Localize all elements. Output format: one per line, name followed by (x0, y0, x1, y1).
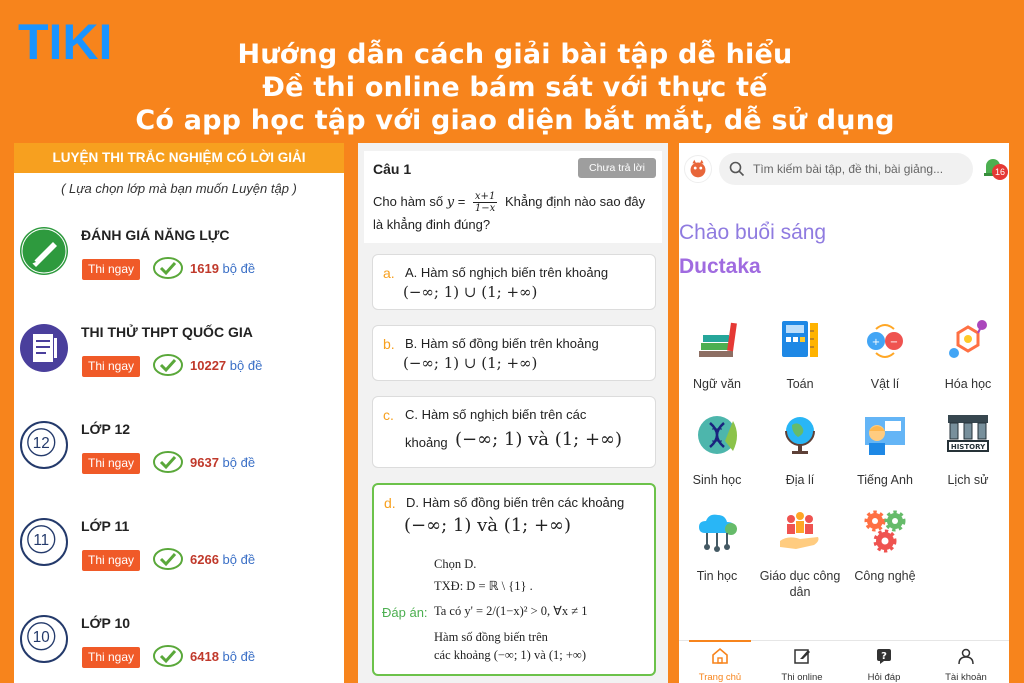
tab-tai-khoan[interactable]: Tài khoản (925, 641, 1007, 683)
start-test-button[interactable]: Thi ngay (82, 356, 140, 377)
edit-icon (793, 647, 811, 665)
tiki-logo-text: TIKI (18, 14, 113, 66)
subject-toan[interactable]: Toán (759, 315, 841, 405)
cloud-network-icon (693, 507, 741, 555)
pen-icon (20, 227, 68, 275)
tab-hoi-dap[interactable]: ? Hỏi đáp (843, 641, 925, 683)
headline-2: Đề thi online bám sát với thực tế (262, 72, 768, 103)
option-b[interactable]: b. B. Hàm số đồng biến trên khoảng (−∞; 1) ∪ (1; +∞) (372, 325, 656, 381)
quiz-panel (358, 143, 668, 683)
start-test-button[interactable]: Thi ngay (82, 453, 140, 474)
tiki-logo-icon (18, 14, 128, 66)
subject-tieng-anh[interactable]: Tiếng Anh (844, 411, 926, 501)
answer-label: Đáp án: (382, 605, 428, 620)
search-icon (729, 161, 745, 177)
category-title: LỚP 12 (81, 421, 131, 437)
svg-text:HISTORY: HISTORY (950, 443, 986, 451)
check-icon (151, 447, 185, 477)
practice-panel (14, 143, 344, 683)
headline-1: Hướng dẫn cách giải bài tập dễ hiểu (237, 39, 793, 70)
practice-header: LUYỆN THI TRẮC NGHIỆM CÓ LỜI GIẢI (14, 143, 344, 173)
check-icon (151, 350, 185, 380)
subject-dia-li[interactable]: Địa lí (759, 411, 841, 501)
set-count: 6266 bộ đề (190, 552, 256, 567)
svg-text:?: ? (881, 651, 887, 662)
question-icon (875, 647, 893, 665)
subject-cong-nghe[interactable]: Công nghệ (844, 507, 926, 597)
teacher-icon (861, 411, 909, 459)
greeting-text: Chào buổi sáng (679, 221, 827, 244)
category-lop-10[interactable] (14, 615, 344, 683)
gears-icon (861, 507, 909, 555)
svg-text:+: + (871, 337, 881, 348)
start-test-button[interactable]: Thi ngay (82, 550, 140, 571)
history-icon (944, 411, 992, 459)
app-home-panel (679, 143, 1009, 683)
grade-12-icon (20, 421, 68, 469)
dna-icon (693, 411, 741, 459)
subject-vat-li[interactable]: + − Vật lí (844, 315, 926, 405)
grade-11-icon (20, 518, 68, 566)
document-icon (20, 324, 68, 372)
people-hand-icon (776, 507, 824, 555)
username-text: Ductaka (679, 255, 761, 278)
tiki-logo (18, 14, 128, 66)
search-placeholder: Tìm kiếm bài tập, đề thi, bài giảng... (753, 162, 944, 176)
subject-tin-hoc[interactable]: Tin học (679, 507, 758, 597)
category-title: LỚP 10 (81, 615, 131, 631)
check-icon (151, 641, 185, 671)
calculator-icon (776, 315, 824, 363)
check-icon (151, 253, 185, 283)
headline-3: Có app học tập với giao diện bắt mắt, dễ sử dụng (135, 105, 895, 136)
start-test-button[interactable]: Thi ngay (82, 259, 140, 280)
category-lop-11[interactable] (14, 518, 344, 608)
solution-line: TXĐ: D = ℝ \ {1} . (434, 579, 533, 593)
home-icon (711, 647, 729, 665)
subject-hoa-hoc[interactable]: Hóa học (927, 315, 1009, 405)
subject-sinh-hoc[interactable]: Sinh học (679, 411, 758, 501)
svg-text:12: 12 (32, 435, 50, 453)
option-c[interactable]: c. C. Hàm số nghịch biến trên các khoảng (−∞; 1) và (1; +∞) (372, 396, 656, 468)
option-a[interactable]: a. A. Hàm số nghịch biến trên khoảng (−∞; 1) ∪ (1; +∞) (372, 254, 656, 310)
solution-line: Hàm số đồng biến trên (434, 630, 548, 644)
set-count: 1619 bộ đề (190, 261, 256, 276)
category-title: ĐÁNH GIÁ NĂNG LỰC (81, 227, 230, 243)
physics-icon (861, 315, 909, 363)
start-test-button[interactable]: Thi ngay (82, 647, 140, 668)
subject-ngu-van[interactable]: Ngữ văn (679, 315, 758, 405)
subject-lich-su[interactable]: HISTORY Lịch sử (927, 411, 1009, 501)
notification-count-badge: 16 (992, 164, 1008, 180)
headline-block (130, 38, 900, 137)
mascot-icon[interactable] (684, 155, 712, 183)
set-count: 6418 bộ đề (190, 649, 256, 664)
notification-button[interactable] (982, 156, 1004, 180)
solution-line: các khoảng (−∞; 1) và (1; +∞) (434, 648, 587, 662)
question-label: Câu 1 (373, 161, 412, 177)
tab-home[interactable]: Trang chủ (679, 641, 761, 683)
category-danh-gia[interactable] (14, 227, 344, 317)
svg-text:11: 11 (33, 532, 50, 550)
svg-text:−: − (889, 337, 899, 348)
question-card (364, 151, 662, 243)
solution-line: Chọn D. (434, 557, 477, 571)
grade-10-icon (20, 615, 68, 663)
category-title: THI THỬ THPT QUỐC GIA (81, 324, 253, 340)
app-topbar (679, 143, 1009, 193)
search-bar[interactable] (719, 153, 973, 185)
user-icon (957, 647, 975, 665)
bottom-tab-bar (679, 640, 1009, 683)
answer-status-badge: Chưa trả lời (578, 158, 656, 178)
category-title: LỚP 11 (81, 518, 130, 534)
practice-subtitle: ( Lựa chọn lớp mà bạn muốn Luyện tập ) (61, 181, 297, 196)
tab-thi-online[interactable]: Thi online (761, 641, 843, 683)
fraction: $\frac{x+1}{1-x}$ (474, 191, 496, 215)
molecule-icon (944, 315, 992, 363)
category-thpt[interactable] (14, 324, 344, 414)
solution-line: Ta có y' = 2/(1−x)² > 0, ∀x ≠ 1 (434, 604, 588, 618)
set-count: 9637 bộ đề (190, 455, 256, 470)
check-icon (151, 544, 185, 574)
books-icon (693, 315, 741, 363)
svg-text:10: 10 (32, 629, 50, 647)
option-d-correct[interactable]: d. D. Hàm số đồng biến trên các khoảng (−∞; 1) và (1; +∞) Đáp án: Chọn D. TXĐ: D = ℝ \ {1} . Ta có y' = 2/(1−x)² > 0, ∀x ≠ 1 Hàm số đồng biến trên các khoảng (−∞; 1) và (1; +∞) (372, 483, 656, 676)
subject-gdcd[interactable]: Giáo dục công dân (759, 507, 841, 597)
category-lop-12[interactable] (14, 421, 344, 511)
question-text: Cho hàm số y = $\frac{x+1}{1-x}$ Khẳng định nào sao đây là khẳng đinh đúng? (373, 191, 646, 233)
globe-icon (776, 411, 824, 459)
set-count: 10227 bộ đề (190, 358, 263, 373)
